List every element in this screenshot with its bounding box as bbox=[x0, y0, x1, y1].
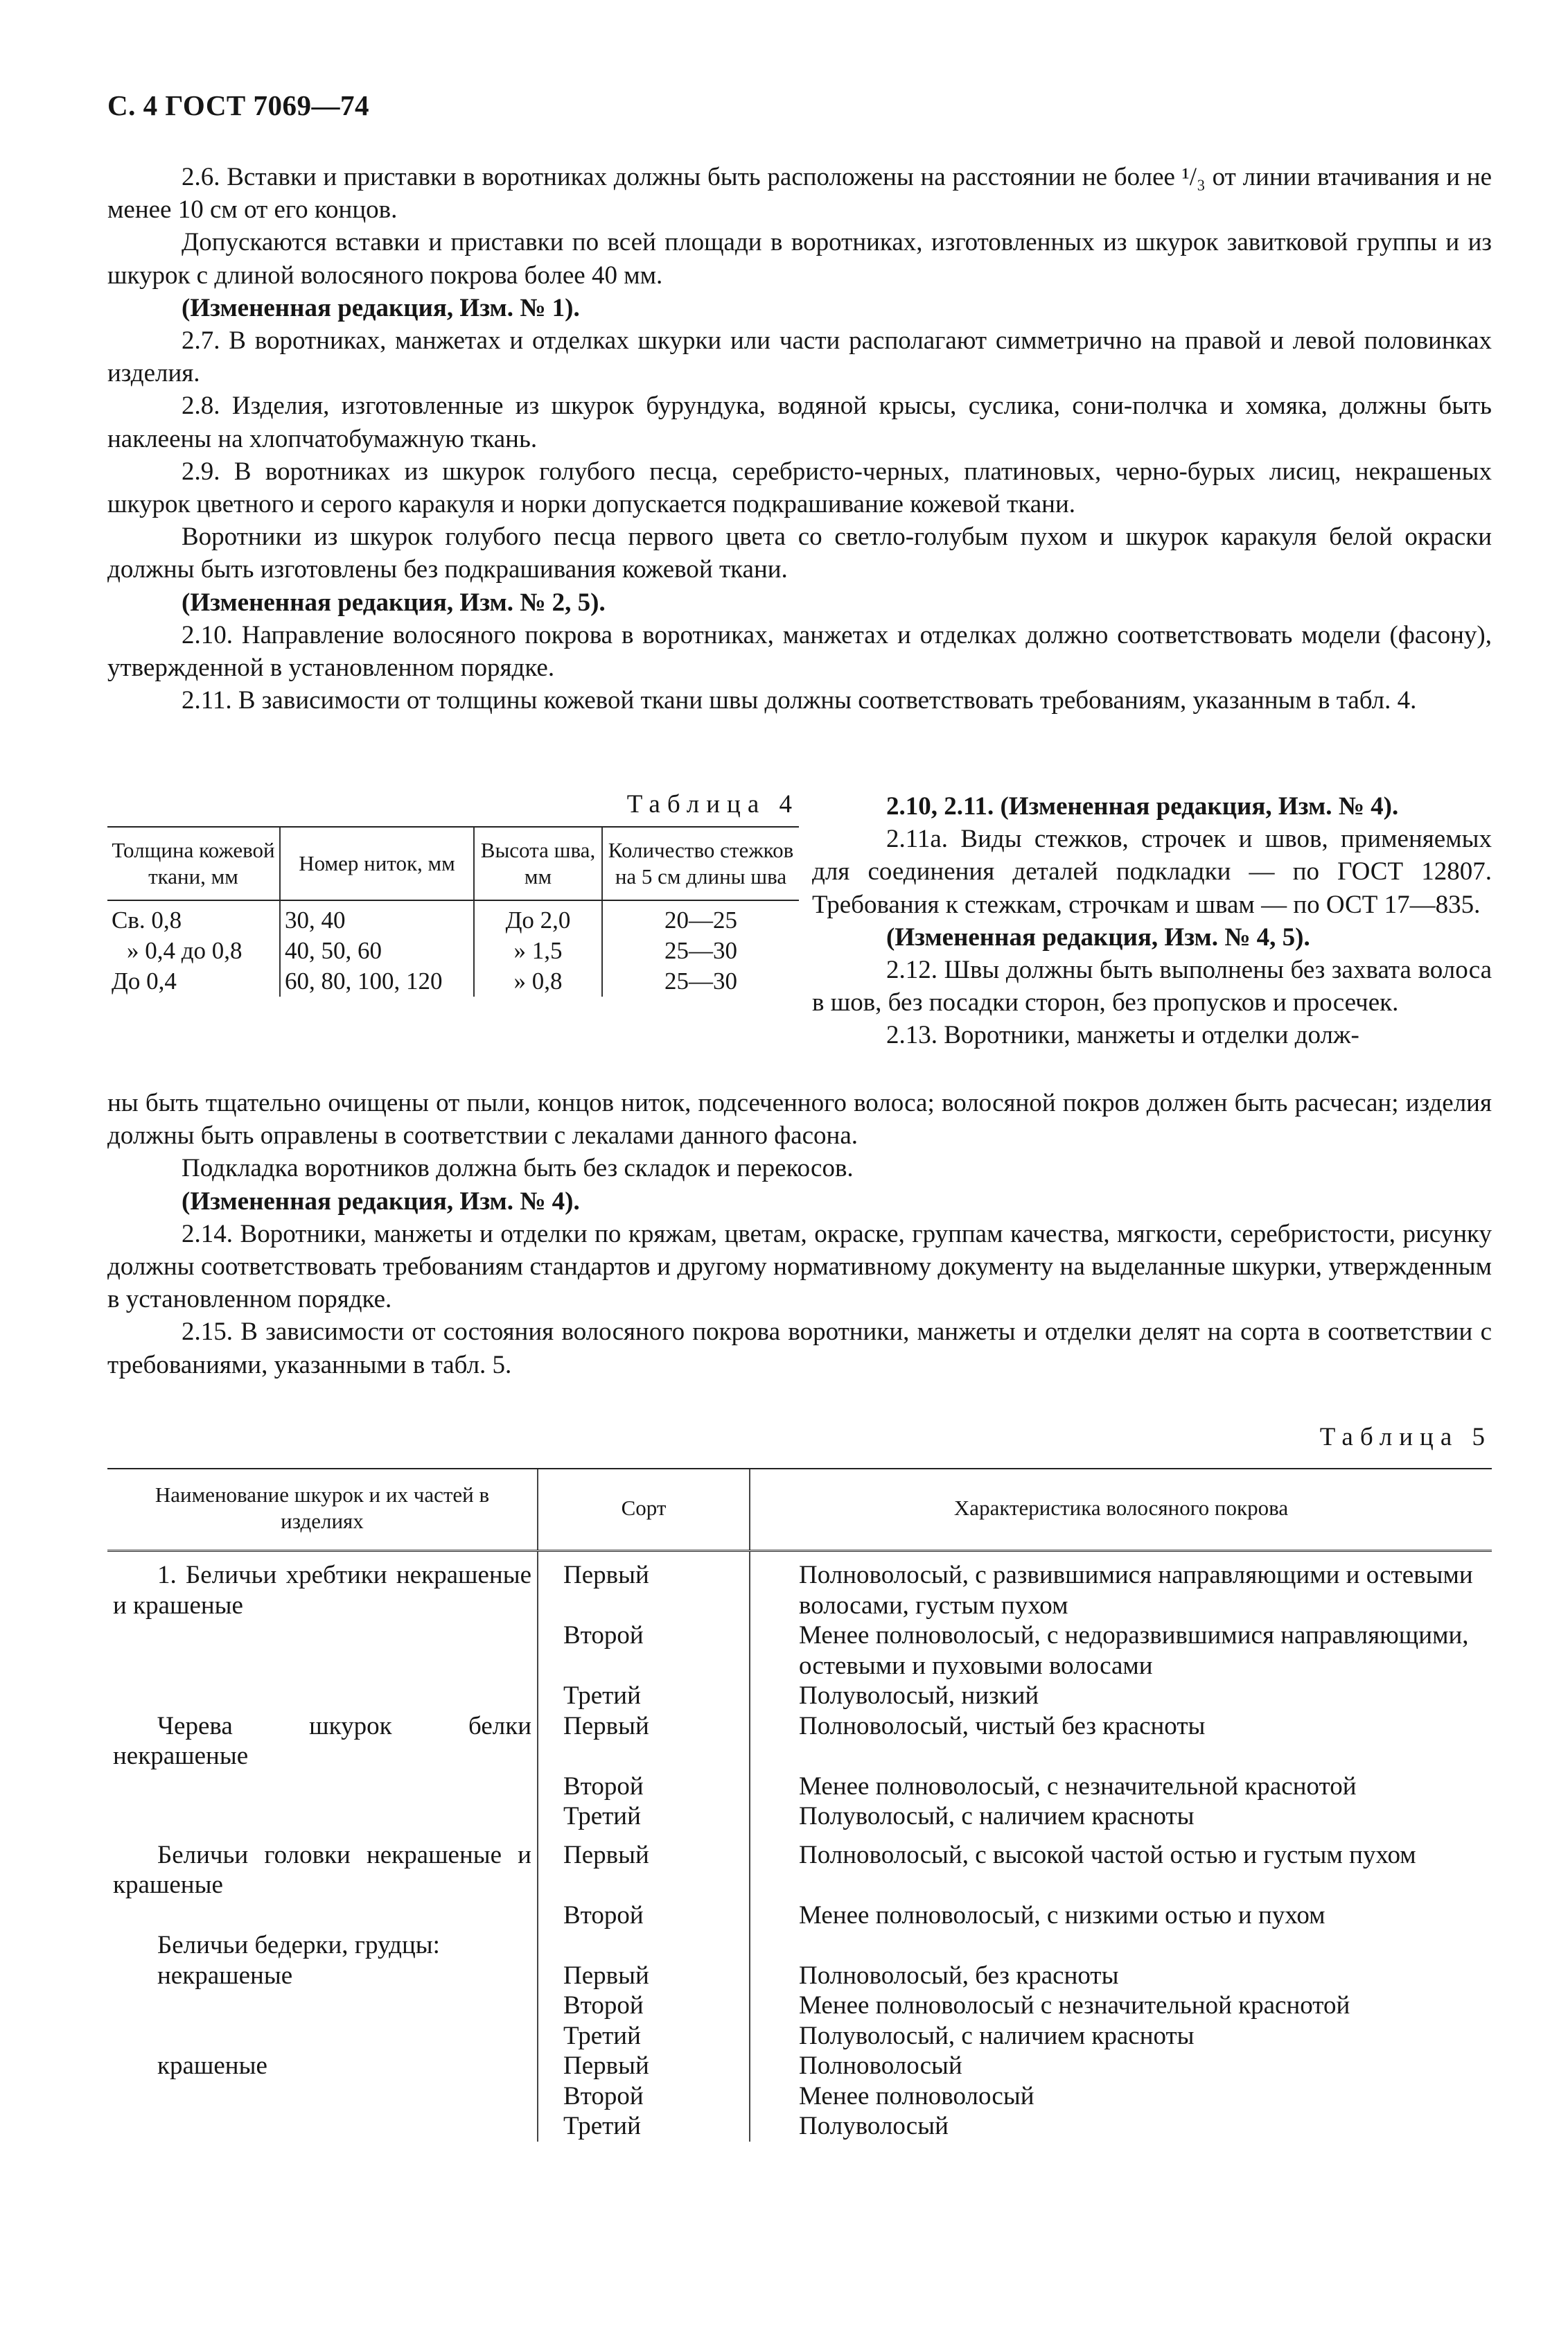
paragraph-2-6-note: Допускаются вставки и приставки по всей площади в воротниках, изготовленных из шкурок завитковой группы и из шкурок с длиной волосяного покрова более 40 мм. bbox=[107, 228, 1492, 290]
table-cell: Полноволосый, без красноты bbox=[750, 1961, 1492, 1991]
body-text bbox=[107, 161, 1492, 717]
continued-text bbox=[107, 1087, 1492, 1381]
table-header-cell: Наименование шкурок и их частей в изделиях bbox=[107, 1469, 538, 1551]
table-cell: Менее полноволосый, с незначительной краснотой bbox=[750, 1772, 1492, 1802]
table-cell: 25—30 bbox=[602, 966, 799, 997]
table-row bbox=[107, 1551, 1492, 1621]
table-row bbox=[107, 900, 799, 936]
table-cell: Полуволосый, с наличием красноты bbox=[750, 1801, 1492, 1832]
table-cell: Полуволосый, низкий bbox=[750, 1681, 1492, 1711]
table-cell: Полноволосый bbox=[750, 2051, 1492, 2081]
table-row bbox=[107, 2081, 1492, 2112]
paragraph-2-12: 2.12. Швы должны быть выполнены без захвата волоса в шов, без посадки сторон, без пропусков и просечек. bbox=[812, 956, 1492, 1017]
table-header-row bbox=[107, 827, 799, 900]
table-row bbox=[107, 936, 799, 966]
table-cell: 60, 80, 100, 120 bbox=[280, 966, 474, 997]
table-header-cell: Номер ниток, мм bbox=[280, 827, 474, 900]
page-header: С. 4 ГОСТ 7069—74 bbox=[107, 89, 370, 121]
table-row bbox=[107, 2021, 1492, 2052]
table-cell: Полноволосый, с высокой частой остью и густым пухом bbox=[750, 1832, 1492, 1900]
table-cell: Первый bbox=[538, 1711, 750, 1772]
table-row bbox=[107, 1801, 1492, 1832]
table-row bbox=[107, 1711, 1492, 1772]
table-cell bbox=[107, 1772, 538, 1802]
table-cell bbox=[107, 1801, 538, 1832]
table-cell: Первый bbox=[538, 2051, 750, 2081]
table-header-cell: Количество стежков на 5 см длины шва bbox=[602, 827, 799, 900]
table-cell bbox=[107, 1681, 538, 1711]
table-row bbox=[107, 1772, 1492, 1802]
table-row bbox=[107, 966, 799, 997]
table-cell: Св. 0,8 bbox=[112, 907, 182, 934]
side-column-text bbox=[812, 790, 1492, 1052]
table-4-block bbox=[107, 783, 799, 997]
paragraph-2-7: 2.7. В воротниках, манжетах и отделках шкурки или части располагают симметрично на правой и левой половинках изделия. bbox=[107, 326, 1492, 388]
table-row bbox=[107, 1991, 1492, 2021]
table-cell bbox=[107, 2111, 538, 2142]
table-cell: Черева шкурок белки некрашеные bbox=[113, 1711, 531, 1770]
paragraph-2-8: 2.8. Изделия, изготовленные из шкурок бурундука, водяной крысы, суслика, сони-полчка и хомяка, должны быть наклеены на хлопчатобумажную ткань. bbox=[107, 392, 1492, 453]
table-row bbox=[107, 2051, 1492, 2081]
table-cell: Второй bbox=[538, 1991, 750, 2021]
table-header-cell: Толщина кожевой ткани, мм bbox=[107, 827, 280, 900]
table-cell: Третий bbox=[538, 1681, 750, 1711]
table-row bbox=[107, 1900, 1492, 1931]
amendment-note: (Измененная редакция, Изм. № 4). bbox=[182, 1187, 580, 1216]
table-4-caption: Таблица 4 bbox=[626, 790, 799, 819]
table-cell: » 0,4 до 0,8 bbox=[127, 937, 243, 964]
table-cell: Полуволосый bbox=[750, 2111, 1492, 2142]
table-cell: Второй bbox=[538, 1620, 750, 1681]
table-header-cell: Высота шва, мм bbox=[474, 827, 602, 900]
paragraph-2-9: 2.9. В воротниках из шкурок голубого песца, серебристо-черных, платиновых, черно-бурых лисиц, некрашеных шкурок цветного и серого каракуля и норки допускается подкрашивание кожевой ткани. bbox=[107, 457, 1492, 519]
table-header-row bbox=[107, 1469, 1492, 1551]
table-cell: Третий bbox=[538, 1801, 750, 1832]
table-cell: 25—30 bbox=[602, 936, 799, 966]
table-5 bbox=[107, 1468, 1492, 2142]
table-row bbox=[107, 2111, 1492, 2142]
table-cell: Менее полноволосый, с низкими остью и пухом bbox=[750, 1900, 1492, 1931]
table-cell: Менее полноволосый bbox=[750, 2081, 1492, 2112]
paragraph-2-6: 2.6. Вставки и приставки в воротниках должны быть расположены на расстоянии не более ¹/₃ от линии втачивания и не менее 10 см от его концов. bbox=[107, 163, 1492, 225]
table-row bbox=[107, 1620, 1492, 1681]
table-row bbox=[107, 1961, 1492, 1991]
table-cell: Менее полноволосый с незначительной краснотой bbox=[750, 1991, 1492, 2021]
paragraph-2-14: 2.14. Воротники, манжеты и отделки по кряжам, цветам, окраске, группам качества, мягкости, серебристости, рисунку должны соответствовать требованиям стандартов и другому нормативному документу на выделанные шкурки, утвержденным в установленном порядке. bbox=[107, 1219, 1492, 1314]
table-cell: 20—25 bbox=[602, 900, 799, 936]
table-row bbox=[107, 1930, 1492, 1961]
table-cell: Беличьи головки некрашеные и крашеные bbox=[113, 1840, 531, 1899]
table-cell: Первый bbox=[538, 1832, 750, 1900]
table-cell: Полноволосый, с развившимися направляющими и остевыми волосами, густым пухом bbox=[750, 1551, 1492, 1621]
table-cell: Первый bbox=[538, 1551, 750, 1621]
amendment-note: (Измененная редакция, Изм. № 2, 5). bbox=[182, 588, 606, 617]
table-header-cell: Характеристика волосяного покрова bbox=[750, 1469, 1492, 1551]
table-cell: крашеные bbox=[157, 2052, 267, 2080]
amendment-note: 2.10, 2.11. (Измененная редакция, Изм. № 4). bbox=[886, 792, 1399, 821]
table-cell bbox=[107, 1991, 538, 2021]
paragraph-2-11: 2.11. В зависимости от толщины кожевой ткани швы должны соответствовать требованиям, указанным в табл. 4. bbox=[182, 686, 1417, 715]
table-cell: 40, 50, 60 bbox=[280, 936, 474, 966]
table-cell: До 0,4 bbox=[112, 968, 177, 995]
table-cell bbox=[107, 1620, 538, 1681]
table-cell: Первый bbox=[538, 1961, 750, 1991]
table-cell: До 2,0 bbox=[474, 900, 602, 936]
paragraph-2-9-note: Воротники из шкурок голубого песца первого цвета со светло-голубым пухом и шкурок каракуля белой окраски должны быть изготовлены без подкрашивания кожевой ткани. bbox=[107, 523, 1492, 584]
table-cell: 1. Беличьи хребтики некрашеные и крашеные bbox=[113, 1561, 531, 1620]
table-header-cell: Сорт bbox=[538, 1469, 750, 1551]
table-cell: некрашеные bbox=[157, 1961, 293, 1990]
table-cell: Полноволосый, чистый без красноты bbox=[750, 1711, 1492, 1772]
table-cell bbox=[750, 1930, 1492, 1961]
table-cell: » 0,8 bbox=[474, 966, 602, 997]
table-cell bbox=[538, 1930, 750, 1961]
table-5-caption: Таблица 5 bbox=[1319, 1423, 1492, 1451]
table-cell bbox=[107, 2081, 538, 2112]
amendment-note: (Измененная редакция, Изм. № 4, 5). bbox=[886, 922, 1310, 952]
table-cell: Полуволосый, с наличием красноты bbox=[750, 2021, 1492, 2052]
paragraph-2-15: 2.15. В зависимости от состояния волосяного покрова воротники, манжеты и отделки делят на сорта в соответствии с требованиями, указанными в табл. 5. bbox=[107, 1318, 1492, 1379]
paragraph-2-13-end: ны быть тщательно очищены от пыли, концов ниток, подсеченного волоса; волосяной покров должен быть расчесан; изделия должны быть оправлены в соответствии с лекалами данного фасона. bbox=[107, 1089, 1492, 1151]
table-cell: Третий bbox=[538, 2021, 750, 2052]
table-row bbox=[107, 1832, 1492, 1900]
paragraph-2-13-start: 2.13. Воротники, манжеты и отделки долж- bbox=[886, 1021, 1359, 1050]
table-cell: Второй bbox=[538, 1900, 750, 1931]
table-4 bbox=[107, 826, 799, 997]
table-cell bbox=[107, 2021, 538, 2052]
table-cell bbox=[107, 1900, 538, 1931]
table-cell: Беличьи бедерки, грудцы: bbox=[157, 1931, 440, 1959]
table-cell: 30, 40 bbox=[280, 900, 474, 936]
amendment-note: (Измененная редакция, Изм. № 1). bbox=[182, 293, 580, 322]
table-row bbox=[107, 1681, 1492, 1711]
table-cell: Третий bbox=[538, 2111, 750, 2142]
table-cell: Менее полноволосый, с недоразвившимися направляющими, остевыми и пуховыми волосами bbox=[750, 1620, 1492, 1681]
table-cell: » 1,5 bbox=[474, 936, 602, 966]
paragraph-lining: Подкладка воротников должна быть без складок и перекосов. bbox=[182, 1154, 854, 1183]
paragraph-2-11a: 2.11а. Виды стежков, строчек и швов, применяемых для соединения деталей подкладки — по ГОСТ 12807. Требования к стежкам, строчкам и швам — по ОСТ 17—835. bbox=[812, 825, 1492, 919]
paragraph-2-10: 2.10. Направление волосяного покрова в воротниках, манжетах и отделках должно соответствовать модели (фасону), утвержденной в установленном порядке. bbox=[107, 620, 1492, 683]
table-cell: Второй bbox=[538, 2081, 750, 2112]
table-cell: Второй bbox=[538, 1772, 750, 1802]
